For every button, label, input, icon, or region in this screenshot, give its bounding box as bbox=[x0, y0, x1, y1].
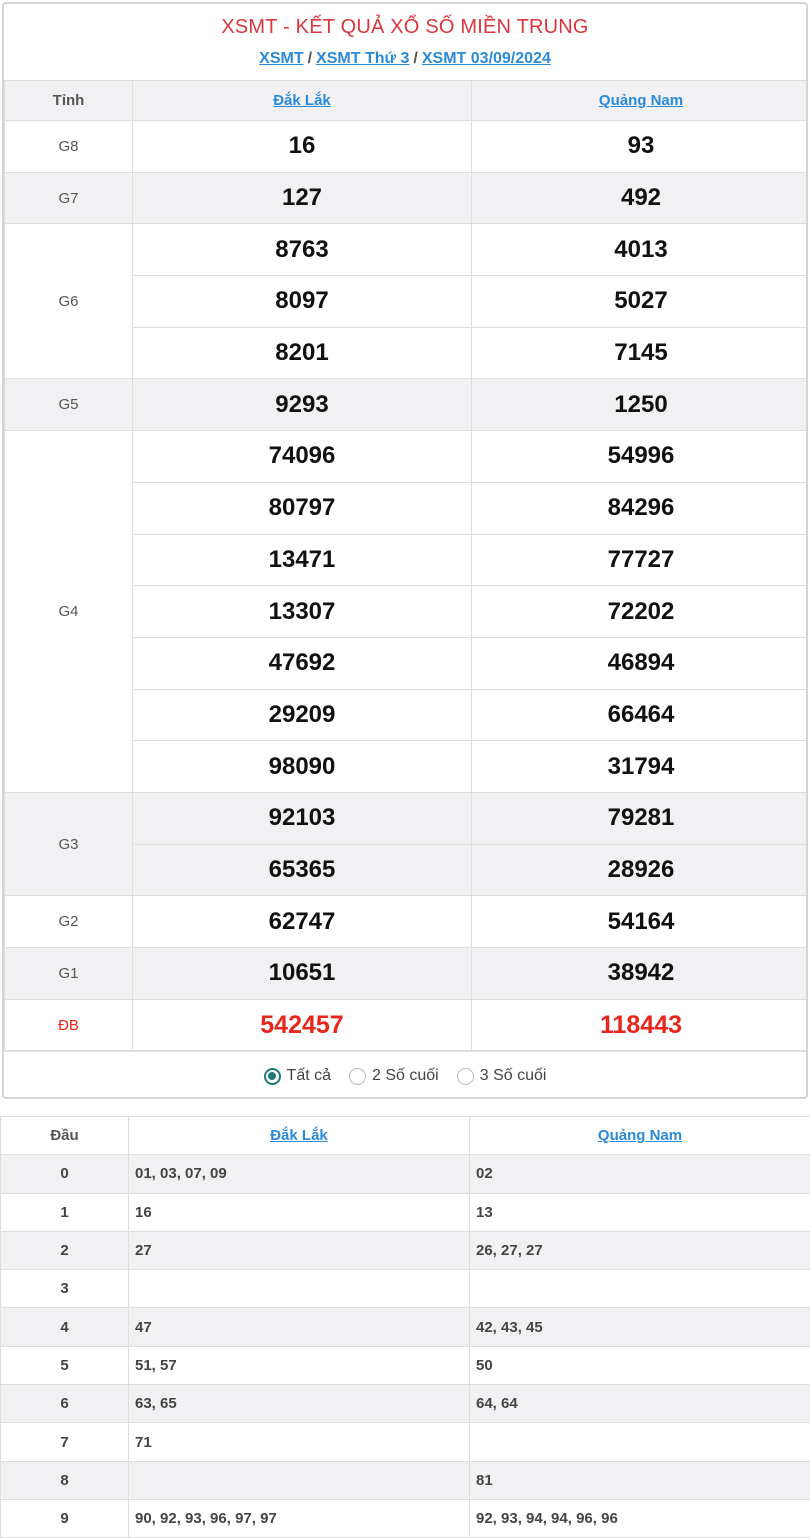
prize-number: 98090 bbox=[133, 741, 472, 793]
prize-number: 46894 bbox=[472, 637, 809, 689]
province-link-quang-nam[interactable]: Quảng Nam bbox=[598, 92, 684, 109]
head-digit-row bbox=[1, 1499, 810, 1537]
head-digit-values-dak-lak: 47 bbox=[129, 1308, 470, 1346]
head-digit-link-dak-lak[interactable]: Đắk Lắk bbox=[270, 1127, 328, 1145]
prize-number: 1250 bbox=[472, 379, 809, 431]
head-digit-values-dak-lak: 71 bbox=[129, 1423, 470, 1461]
head-digit-row bbox=[1, 1423, 810, 1461]
prize-number: 77727 bbox=[472, 534, 809, 586]
head-digit-row bbox=[1, 1385, 810, 1423]
head-digit-key: 8 bbox=[1, 1461, 129, 1499]
head-digit-row bbox=[1, 1155, 810, 1193]
head-digit-key: 2 bbox=[1, 1231, 129, 1269]
breadcrumb-xsmt-link[interactable]: XSMT bbox=[259, 50, 304, 67]
prize-number: 47692 bbox=[133, 637, 472, 689]
breadcrumb-separator: / bbox=[413, 50, 418, 67]
head-digit-key: 5 bbox=[1, 1346, 129, 1384]
prize-number: 29209 bbox=[133, 689, 472, 741]
head-digit-col-header: Đầu bbox=[1, 1117, 129, 1155]
prize-label: G5 bbox=[5, 379, 133, 431]
prize-number: 5027 bbox=[472, 276, 809, 328]
head-digit-link-quang-nam[interactable]: Quảng Nam bbox=[597, 1127, 683, 1145]
filter-label: 3 Số cuối bbox=[479, 1067, 547, 1085]
head-digit-row bbox=[1, 1461, 810, 1499]
head-digit-table bbox=[0, 1116, 810, 1538]
prize-number: 65365 bbox=[133, 844, 472, 896]
breadcrumb-xsmt-thu3-link[interactable]: XSMT Thứ 3 bbox=[316, 50, 410, 67]
head-digit-values-dak-lak: 16 bbox=[129, 1193, 470, 1231]
prize-row bbox=[5, 431, 809, 483]
head-digit-key: 3 bbox=[1, 1270, 129, 1308]
head-digit-row bbox=[1, 1231, 810, 1269]
province-header-dak-lak bbox=[133, 81, 472, 121]
prize-number: 54164 bbox=[472, 896, 809, 948]
results-table bbox=[4, 80, 808, 1051]
prize-number: 93 bbox=[472, 121, 809, 173]
head-digit-row bbox=[1, 1346, 810, 1384]
prize-label: ĐB bbox=[5, 999, 133, 1051]
breadcrumb bbox=[4, 50, 806, 68]
head-digit-values-dak-lak bbox=[129, 1461, 470, 1499]
prize-row bbox=[5, 224, 809, 276]
head-digit-key: 6 bbox=[1, 1385, 129, 1423]
results-header bbox=[4, 4, 806, 80]
head-digit-values-dak-lak: 27 bbox=[129, 1231, 470, 1269]
prize-label: G1 bbox=[5, 948, 133, 1000]
prize-number: 8763 bbox=[133, 224, 472, 276]
head-digit-values-quang-nam: 42, 43, 45 bbox=[470, 1308, 810, 1346]
head-digit-values-quang-nam: 64, 64 bbox=[470, 1385, 810, 1423]
prize-label: G2 bbox=[5, 896, 133, 948]
prize-row bbox=[5, 172, 809, 224]
head-digit-values-quang-nam bbox=[470, 1270, 810, 1308]
prize-label: G6 bbox=[5, 224, 133, 379]
prize-number: 127 bbox=[133, 172, 472, 224]
head-digit-values-dak-lak: 51, 57 bbox=[129, 1346, 470, 1384]
province-col-header: Tỉnh bbox=[5, 81, 133, 121]
province-header-quang-nam bbox=[472, 81, 809, 121]
prize-row bbox=[5, 948, 809, 1000]
head-digit-values-dak-lak: 63, 65 bbox=[129, 1385, 470, 1423]
prize-number: 13307 bbox=[133, 586, 472, 638]
prize-number: 92103 bbox=[133, 792, 472, 844]
filter-option-all[interactable] bbox=[264, 1067, 331, 1085]
head-digit-province-dak-lak bbox=[129, 1117, 470, 1155]
prize-number: 16 bbox=[133, 121, 472, 173]
province-link-dak-lak[interactable]: Đắk Lắk bbox=[273, 92, 331, 109]
head-digit-values-dak-lak: 01, 03, 07, 09 bbox=[129, 1155, 470, 1193]
prize-row bbox=[5, 792, 809, 844]
head-digit-values-quang-nam bbox=[470, 1423, 810, 1461]
prize-label: G7 bbox=[5, 172, 133, 224]
prize-number: 66464 bbox=[472, 689, 809, 741]
radio-icon[interactable] bbox=[457, 1068, 474, 1085]
head-digit-values-quang-nam: 50 bbox=[470, 1346, 810, 1384]
prize-row bbox=[5, 379, 809, 431]
prize-number: 118443 bbox=[472, 999, 809, 1051]
prize-number: 8201 bbox=[133, 327, 472, 379]
head-digit-values-quang-nam: 92, 93, 94, 94, 96, 96 bbox=[470, 1499, 810, 1537]
prize-number: 10651 bbox=[133, 948, 472, 1000]
prize-number: 542457 bbox=[133, 999, 472, 1051]
head-digit-key: 4 bbox=[1, 1308, 129, 1346]
head-digit-values-dak-lak: 90, 92, 93, 96, 97, 97 bbox=[129, 1499, 470, 1537]
page-title: XSMT - KẾT QUẢ XỔ SỐ MIỀN TRUNG bbox=[221, 16, 589, 38]
head-digit-province-quang-nam bbox=[470, 1117, 810, 1155]
prize-number: 38942 bbox=[472, 948, 809, 1000]
head-digit-row bbox=[1, 1270, 810, 1308]
prize-number: 80797 bbox=[133, 482, 472, 534]
prize-number: 31794 bbox=[472, 741, 809, 793]
filter-option-2-digits[interactable] bbox=[349, 1067, 439, 1085]
prize-number: 72202 bbox=[472, 586, 809, 638]
prize-number: 4013 bbox=[472, 224, 809, 276]
prize-number: 9293 bbox=[133, 379, 472, 431]
prize-number: 13471 bbox=[133, 534, 472, 586]
prize-label: G3 bbox=[5, 792, 133, 895]
digit-filter bbox=[4, 1051, 806, 1099]
prize-number: 74096 bbox=[133, 431, 472, 483]
breadcrumb-separator: / bbox=[307, 50, 313, 67]
prize-number: 79281 bbox=[472, 792, 809, 844]
radio-icon[interactable] bbox=[264, 1068, 281, 1085]
filter-option-3-digits[interactable] bbox=[457, 1067, 547, 1085]
results-card bbox=[2, 2, 808, 1099]
head-digit-values-quang-nam: 81 bbox=[470, 1461, 810, 1499]
head-digit-key: 1 bbox=[1, 1193, 129, 1231]
head-digit-values-quang-nam: 26, 27, 27 bbox=[470, 1231, 810, 1269]
prize-number: 62747 bbox=[133, 896, 472, 948]
head-digit-key: 7 bbox=[1, 1423, 129, 1461]
prize-label: G8 bbox=[5, 121, 133, 173]
filter-label: Tất cả bbox=[286, 1067, 332, 1085]
prize-row bbox=[5, 896, 809, 948]
head-digit-values-quang-nam: 02 bbox=[470, 1155, 810, 1193]
prize-number: 84296 bbox=[472, 482, 809, 534]
breadcrumb-date-link[interactable]: XSMT 03/09/2024 bbox=[421, 50, 551, 67]
head-digit-header-row bbox=[1, 1117, 810, 1155]
head-digit-row bbox=[1, 1193, 810, 1231]
prize-label: G4 bbox=[5, 431, 133, 793]
results-header-row bbox=[5, 81, 809, 121]
prize-number: 8097 bbox=[133, 276, 472, 328]
prize-number: 492 bbox=[472, 172, 809, 224]
radio-icon[interactable] bbox=[349, 1068, 366, 1085]
prize-number: 7145 bbox=[472, 327, 809, 379]
prize-number: 28926 bbox=[472, 844, 809, 896]
prize-row bbox=[5, 999, 809, 1051]
head-digit-row bbox=[1, 1308, 810, 1346]
head-digit-key: 9 bbox=[1, 1499, 129, 1537]
head-digit-key: 0 bbox=[1, 1155, 129, 1193]
prize-number: 54996 bbox=[472, 431, 809, 483]
head-digit-values-dak-lak bbox=[129, 1270, 470, 1308]
prize-row bbox=[5, 121, 809, 173]
head-digit-values-quang-nam: 13 bbox=[470, 1193, 810, 1231]
filter-label: 2 Số cuối bbox=[372, 1067, 439, 1085]
